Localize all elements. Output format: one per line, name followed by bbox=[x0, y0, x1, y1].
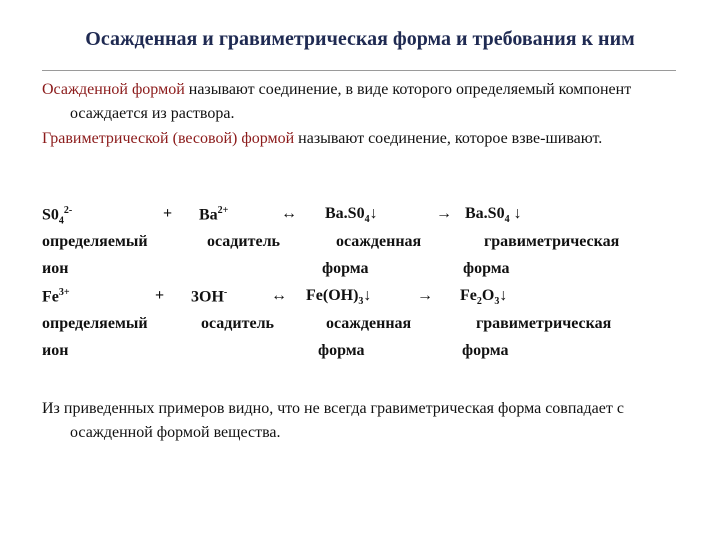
eq2-precipitant: 3OH- bbox=[191, 287, 228, 306]
slide-title: Осажденная и гравиметрическая форма и требования к ним bbox=[85, 28, 635, 50]
eq2-label-gravimetric-1: гравиметрическая bbox=[476, 315, 612, 332]
eq2-arrow: → bbox=[417, 287, 433, 304]
eq1-ion: $S0_4^{2-}$ bbox=[42, 205, 73, 227]
eq2-label-precipitant: осадитель bbox=[201, 315, 275, 332]
eq2-label-gravimetric-2: форма bbox=[462, 342, 509, 359]
eq1-precipitated-form: $Ba.S0_4↓$ bbox=[325, 205, 378, 226]
eq2-label-precipitated-1: осажденная bbox=[326, 315, 412, 332]
eq1-label-ion-2: ион bbox=[42, 260, 69, 277]
eq2-label-ion-2: ион bbox=[42, 342, 69, 359]
eq1-label-gravimetric-2: форма bbox=[463, 260, 510, 277]
eq2-label-ion-1: определяемый bbox=[42, 315, 148, 332]
eq2-ion: $Fe^{3+}$ bbox=[42, 287, 70, 306]
eq1-gravimetric-form: $Ba.S0_4$ ↓ bbox=[465, 205, 522, 226]
eq1-arrow: → bbox=[436, 205, 452, 222]
definition-gravimetric-form bbox=[42, 127, 710, 151]
conclusion-text: Из приведенных примеров видно, что не всегда гравиметрическая форма совпадает с осажденной формой вещества. bbox=[42, 400, 624, 441]
title-divider bbox=[42, 70, 676, 71]
eq2-precipitated-form: $Fe(OH)_3↓$ bbox=[306, 287, 372, 308]
definition-precipitated-form bbox=[42, 78, 710, 126]
eq1-label-precipitated-1: осажденная bbox=[336, 233, 422, 250]
eq2-plus: + bbox=[155, 287, 165, 304]
eq1-label-ion-1: определяемый bbox=[42, 233, 148, 250]
eq2-gravimetric-form: $Fe_2O_3↓$ bbox=[460, 287, 508, 308]
term-gravimetric-form: Гравиметрической (весовой) формой bbox=[42, 130, 295, 147]
term-precipitated-form: Осажденной формой bbox=[42, 81, 185, 98]
eq1-plus: + bbox=[163, 205, 173, 222]
definition-gravimetric-text: называют соединение, которое взве-шивают. bbox=[294, 130, 603, 147]
eq2-equilibrium-arrow: ↔ bbox=[271, 287, 287, 304]
eq1-label-precipitant: осадитель bbox=[207, 233, 281, 250]
eq2-label-precipitated-2: форма bbox=[318, 342, 365, 359]
eq1-precipitant: $Ba^{2+}$ bbox=[199, 205, 229, 224]
eq1-label-gravimetric-1: гравиметрическая bbox=[484, 233, 620, 250]
definition-precipitated-text: называют соединение, в виде которого определяемый компонент осаждается из раствора. bbox=[70, 81, 632, 122]
eq1-equilibrium-arrow: ↔ bbox=[281, 205, 297, 222]
eq1-label-precipitated-2: форма bbox=[322, 260, 369, 277]
